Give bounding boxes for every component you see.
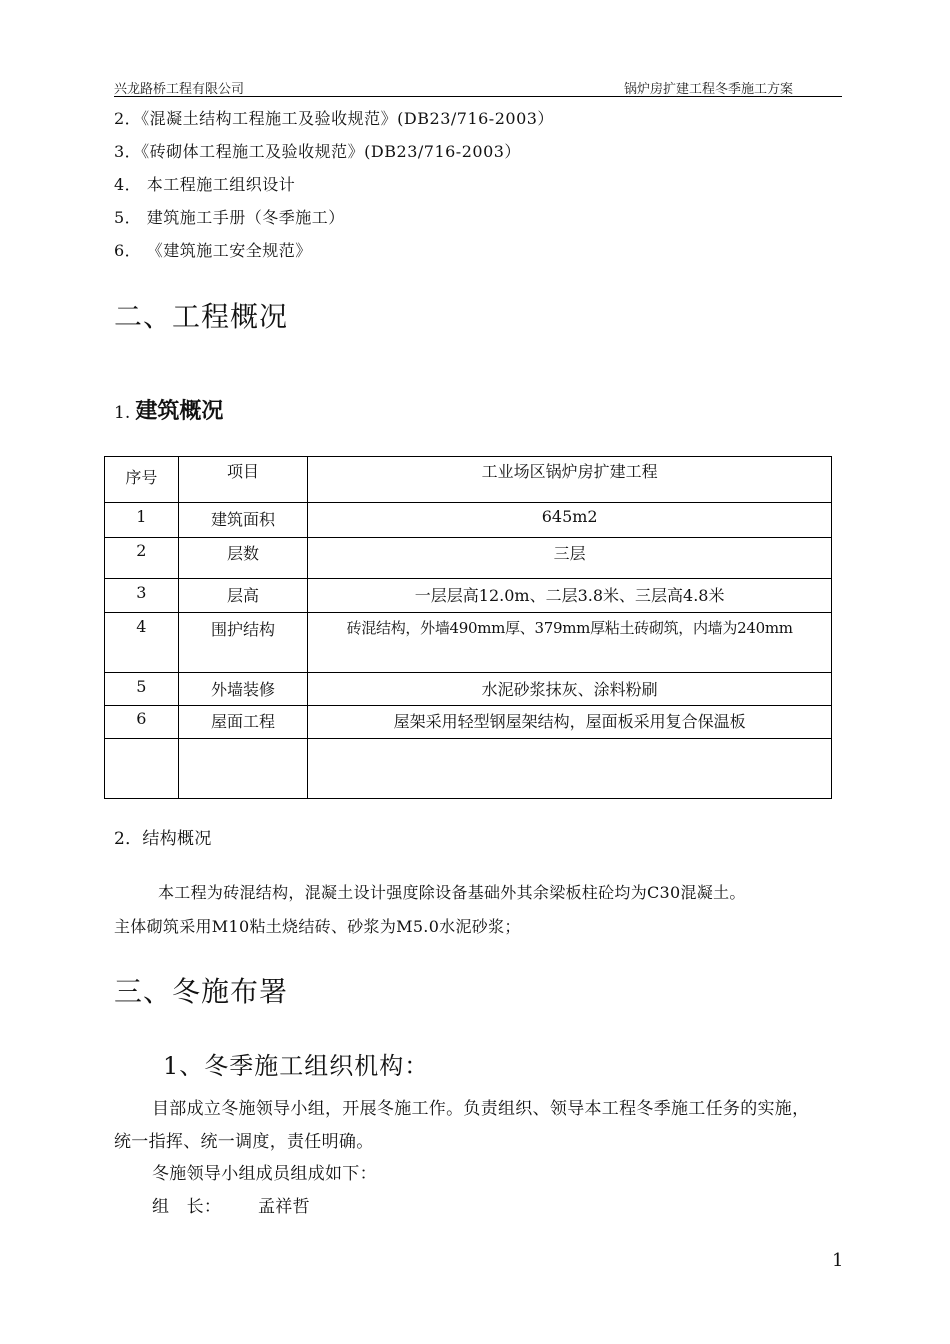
leader-label: 组 长： xyxy=(152,1197,222,1217)
table-row xyxy=(105,538,832,579)
table-header-cell: 序号 xyxy=(105,457,179,503)
section-heading-winter-deployment: 三、冬施布署 xyxy=(114,975,289,1008)
leader-name: 孟祥哲 xyxy=(258,1197,310,1217)
table-row xyxy=(105,579,832,613)
reference-item: 6． 《建筑施工安全规范》 xyxy=(114,241,312,260)
table-cell: 645m2 xyxy=(308,503,832,538)
table-cell: 屋面工程 xyxy=(178,706,308,739)
subsection-title: 建筑概况 xyxy=(135,399,224,424)
table-cell: 建筑面积 xyxy=(178,503,308,538)
table-cell: 围护结构 xyxy=(178,613,308,673)
subsection-heading-building xyxy=(114,394,223,425)
table-cell: 3 xyxy=(105,579,179,613)
subsection-heading-structure: 2．结构概况 xyxy=(114,829,212,849)
table-cell: 三层 xyxy=(308,538,832,579)
table-header-cell: 工业场区锅炉房扩建工程 xyxy=(308,457,832,503)
header-company: 兴龙路桥工程有限公司 xyxy=(114,82,245,97)
table-row xyxy=(105,706,832,739)
table-cell: 1 xyxy=(105,503,179,538)
table-cell: 层高 xyxy=(178,579,308,613)
header-divider xyxy=(114,96,842,97)
organization-paragraph-line: 统一指挥、统一调度，责任明确。 xyxy=(114,1132,374,1152)
table-cell xyxy=(178,739,308,799)
table-cell xyxy=(308,739,832,799)
table-cell: 水泥砂浆抹灰、涂料粉刷 xyxy=(308,673,832,706)
section-heading-overview: 二、工程概况 xyxy=(114,300,289,333)
table-header-cell: 项目 xyxy=(178,457,308,503)
subsection-heading-organization: 1、冬季施工组织机构： xyxy=(163,1052,430,1080)
reference-item: 3．《砖砌体工程施工及验收规范》(DB23/716-2003） xyxy=(114,142,521,161)
table-header-row xyxy=(105,457,832,503)
table-cell: 层数 xyxy=(178,538,308,579)
table-cell: 6 xyxy=(105,706,179,739)
table-cell: 外墙装修 xyxy=(178,673,308,706)
structure-paragraph-line: 主体砌筑采用M10粘土烧结砖、砂浆为M5.0水泥砂浆； xyxy=(114,917,521,936)
organization-paragraph-line: 目部成立冬施领导小组，开展冬施工作。负责组织、领导本工程冬季施工任务的实施， xyxy=(152,1099,810,1119)
table-row xyxy=(105,673,832,706)
reference-item: 2．《混凝土结构工程施工及验收规范》(DB23/716-2003） xyxy=(114,109,554,128)
page-number: 1 xyxy=(832,1250,844,1271)
structure-paragraph-line: 本工程为砖混结构，混凝土设计强度除设备基础外其余梁板柱砼均为C30混凝土。 xyxy=(158,883,746,902)
reference-item: 4． 本工程施工组织设计 xyxy=(114,175,296,194)
header-doc-title: 锅炉房扩建工程冬季施工方案 xyxy=(624,82,794,97)
table-cell: 5 xyxy=(105,673,179,706)
table-cell: 屋架采用轻型钢屋架结构，屋面板采用复合保温板 xyxy=(308,706,832,739)
table-cell: 一层层高12.0m、二层3.8米、三层高4.8米 xyxy=(308,579,832,613)
table-cell: 4 xyxy=(105,613,179,673)
subsection-number: 1. xyxy=(114,403,131,423)
table-row xyxy=(105,503,832,538)
table-cell: 砖混结构，外墙490mm厚、379mm厚粘土砖砌筑，内墙为240mm xyxy=(308,613,832,673)
table-cell xyxy=(105,739,179,799)
members-intro: 冬施领导小组成员组成如下： xyxy=(152,1164,377,1184)
building-overview-table xyxy=(104,456,832,799)
reference-item: 5． 建筑施工手册（冬季施工） xyxy=(114,208,345,227)
table-cell: 2 xyxy=(105,538,179,579)
table-row xyxy=(105,613,832,673)
table-row xyxy=(105,739,832,799)
